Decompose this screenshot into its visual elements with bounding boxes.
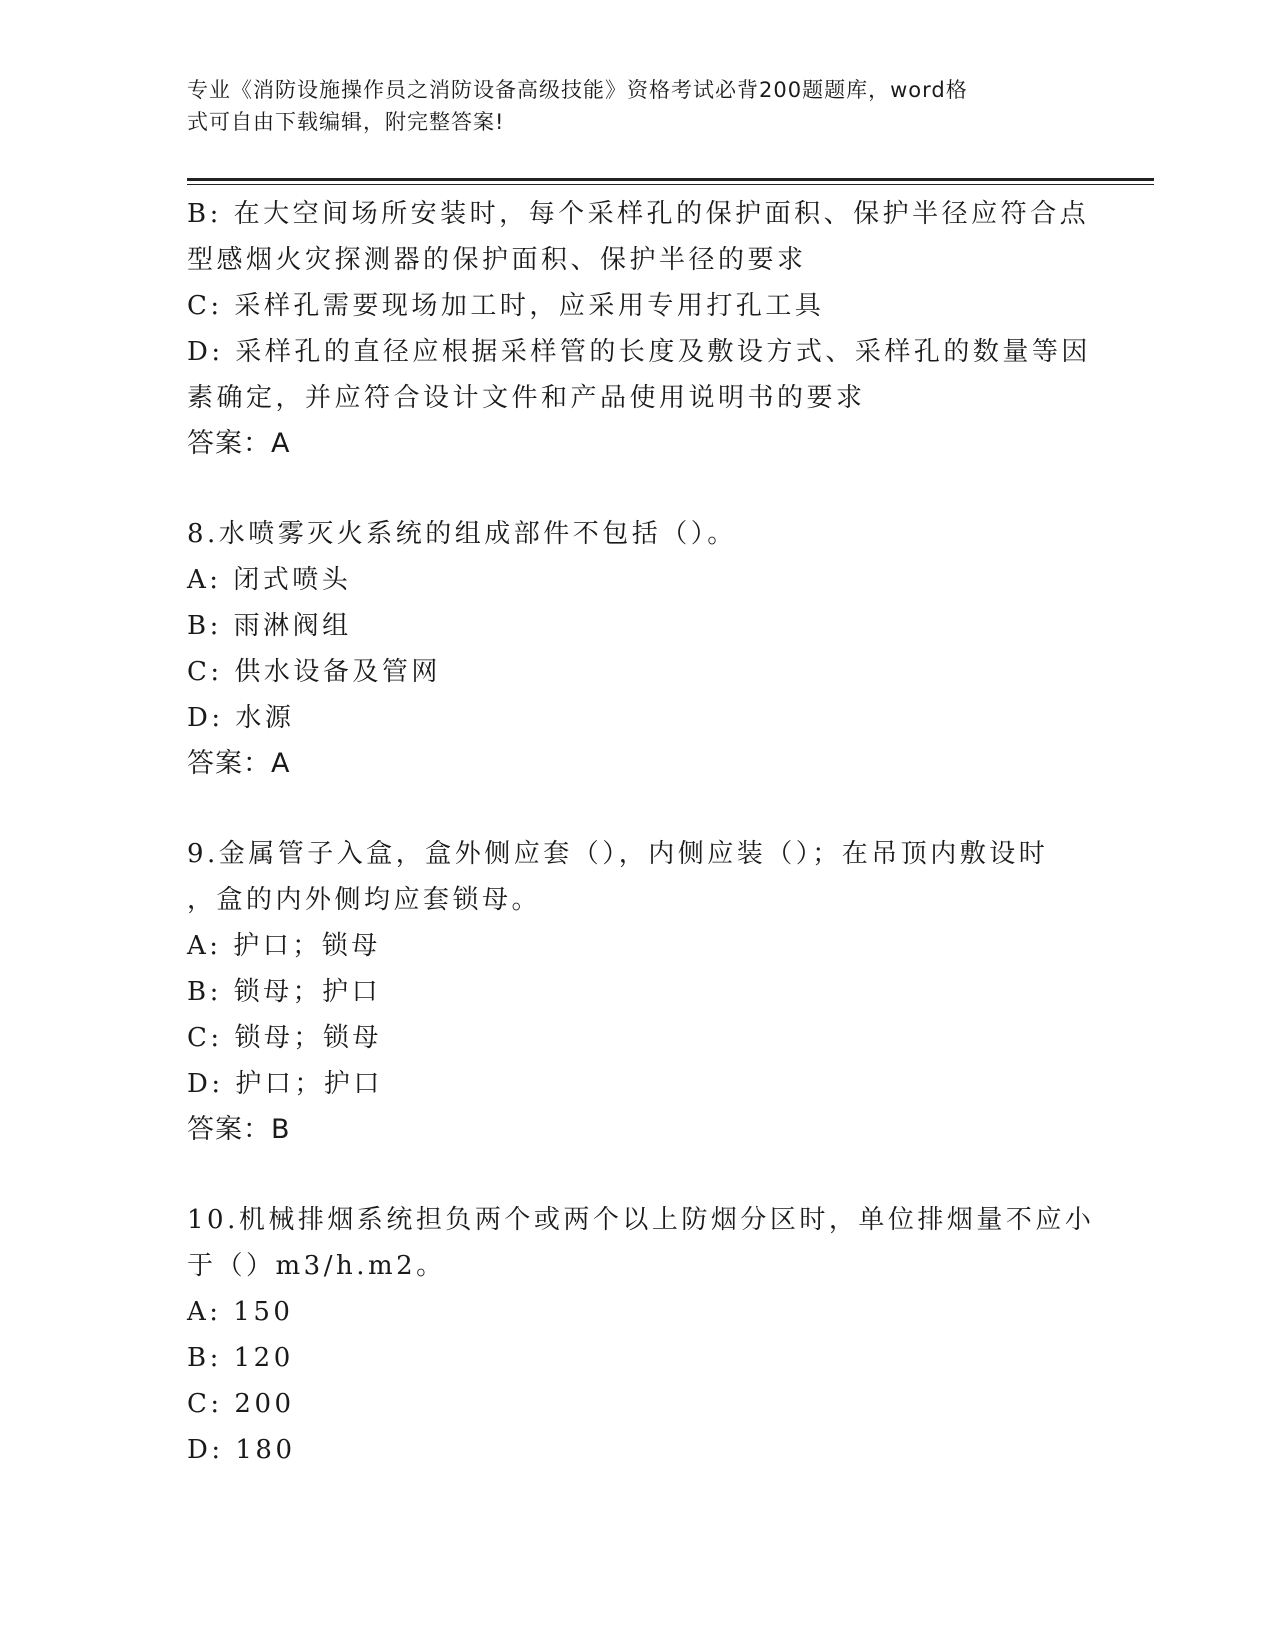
question-stem-line-1: 9.金属管子入盒，盒外侧应套（），内侧应装（）；在吊顶内敷设时 bbox=[187, 839, 1049, 869]
question-stem-line-1: 10.机械排烟系统担负两个或两个以上防烟分区时，单位排烟量不应小 bbox=[187, 1205, 1095, 1235]
header-divider-thin bbox=[187, 184, 1154, 185]
question-9 bbox=[187, 831, 1087, 1153]
option-b-line-2: 型感烟火灾探测器的保护面积、保护半径的要求 bbox=[187, 245, 807, 275]
option-b: B: 锁母；护口 bbox=[187, 977, 382, 1007]
option-c: C: 供水设备及管网 bbox=[187, 657, 441, 687]
option-d-line-2: 素确定，并应符合设计文件和产品使用说明书的要求 bbox=[187, 383, 866, 413]
answer: 答案：A bbox=[187, 748, 291, 779]
question-stem: 8.水喷雾灭火系统的组成部件不包括（）。 bbox=[187, 519, 737, 549]
option-d: D: 水源 bbox=[187, 703, 295, 733]
option-a: A: 闭式喷头 bbox=[187, 565, 352, 595]
option-d: D: 180 bbox=[187, 1435, 296, 1465]
question-stem-line-2: 于（）m3/h.m2。 bbox=[187, 1251, 446, 1281]
option-c: C: 200 bbox=[187, 1389, 295, 1419]
document-header bbox=[187, 74, 1067, 138]
option-d-line-1: D: 采样孔的直径应根据采样管的长度及敷设方式、采样孔的数量等因 bbox=[187, 337, 1091, 367]
answer: 答案：A bbox=[187, 428, 291, 459]
document-body bbox=[187, 191, 1095, 1473]
header-line-2: 式可自由下载编辑，附完整答案! bbox=[187, 110, 505, 134]
option-d: D: 护口；护口 bbox=[187, 1069, 383, 1099]
option-c: C: 采样孔需要现场加工时，应采用专用打孔工具 bbox=[187, 291, 825, 321]
option-b: B: 120 bbox=[187, 1343, 294, 1373]
header-divider-thick bbox=[187, 178, 1154, 181]
option-a: A: 护口；锁母 bbox=[187, 931, 381, 961]
answer: 答案：B bbox=[187, 1114, 291, 1145]
question-7-continued bbox=[187, 191, 1091, 467]
option-a: A: 150 bbox=[187, 1297, 294, 1327]
option-c: C: 锁母；锁母 bbox=[187, 1023, 382, 1053]
option-b-line-1: B: 在大空间场所安装时，每个采样孔的保护面积、保护半径应符合点 bbox=[187, 199, 1090, 229]
option-b: B: 雨淋阀组 bbox=[187, 611, 352, 641]
header-line-1: 专业《消防设施操作员之消防设备高级技能》资格考试必背200题题库，word格 bbox=[187, 78, 968, 102]
question-8 bbox=[187, 511, 1087, 787]
question-10 bbox=[187, 1197, 1095, 1473]
question-stem-line-2: ，盒的内外侧均应套锁母。 bbox=[187, 885, 542, 915]
